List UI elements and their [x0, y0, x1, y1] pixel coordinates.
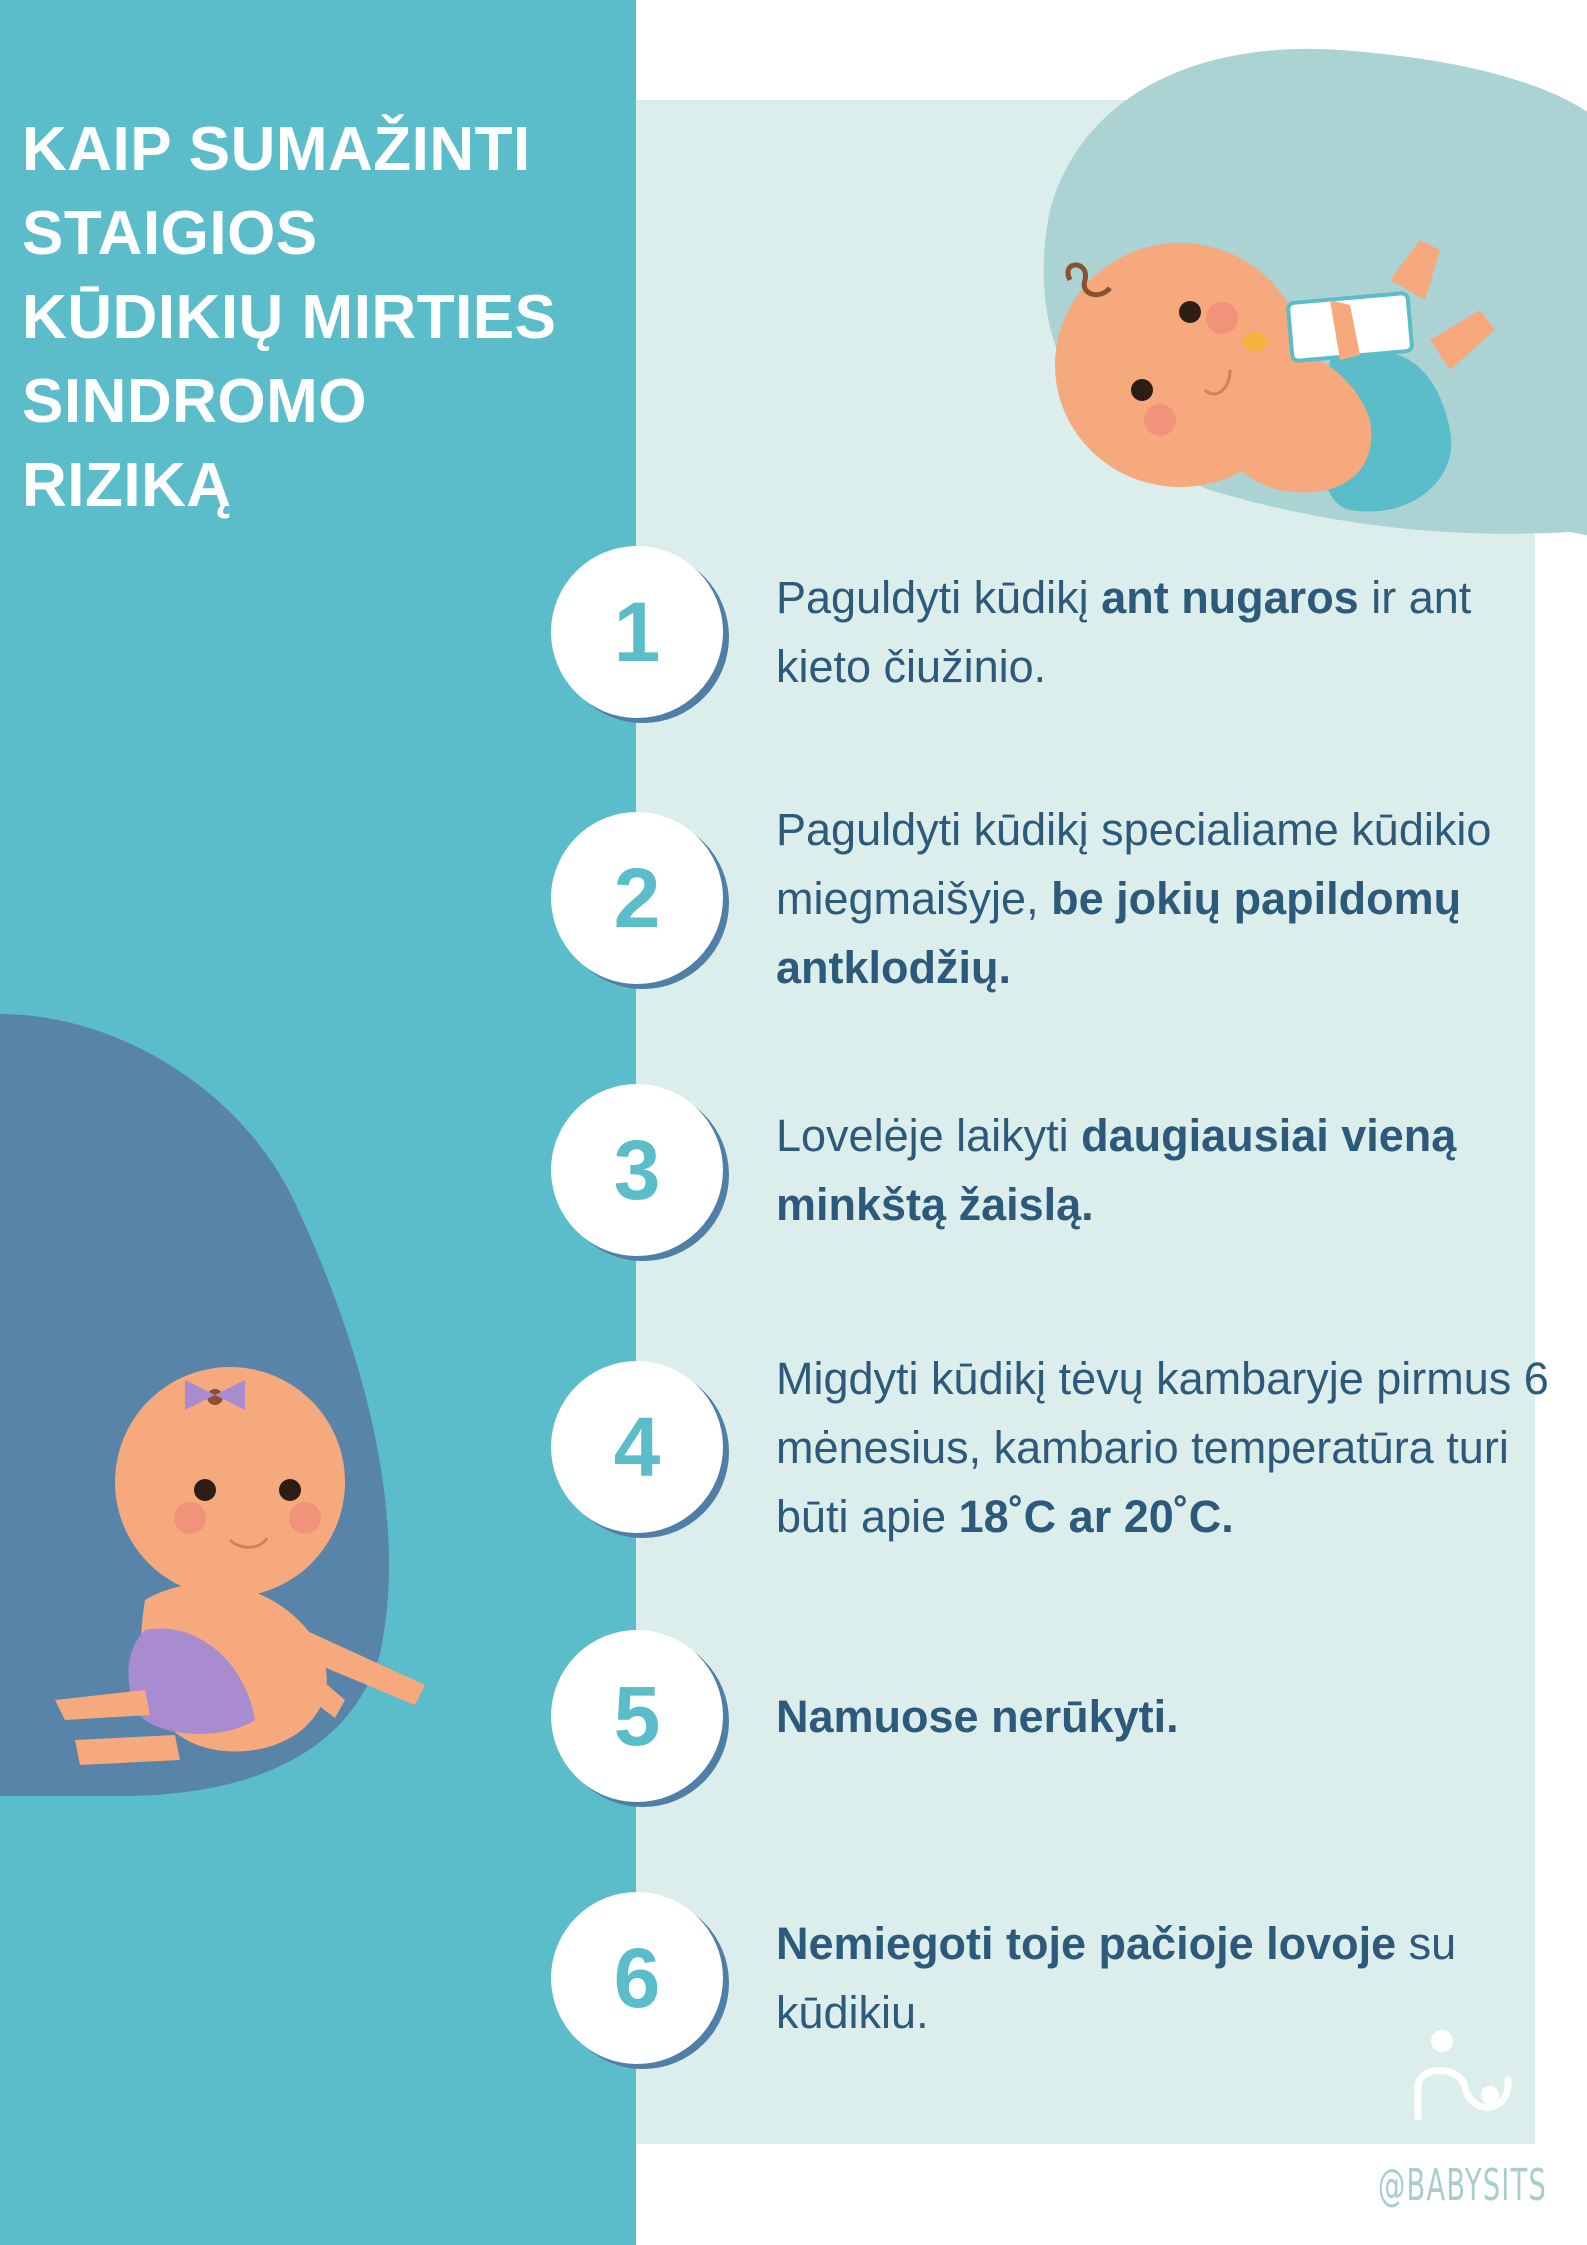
- tip-number: 3: [613, 1122, 661, 1217]
- number-badge: [551, 1361, 723, 1533]
- tip-item-3: [551, 1081, 1551, 1259]
- title-line: STAIGIOS: [22, 199, 318, 268]
- brand-handle: @BABYSITS: [1378, 2160, 1548, 2211]
- tip-item-6: [551, 1889, 1551, 2067]
- tip-text: [776, 563, 1551, 701]
- tip-text-regular: su kūdikiu.: [776, 1918, 1457, 2038]
- baby-bottle-illustration: [1030, 220, 1530, 540]
- tip-item-1: [551, 543, 1551, 721]
- tip-text-regular: Paguldyti kūdikį: [776, 572, 1102, 623]
- page-title: [22, 108, 557, 528]
- number-badge: [551, 812, 723, 984]
- tip-number: 4: [613, 1399, 661, 1494]
- tip-text-regular: ir ant kieto čiužinio.: [776, 572, 1472, 692]
- number-badge: [551, 546, 723, 718]
- tip-item-2: [551, 803, 1551, 993]
- tip-text-bold: be jokių papildomų antklodžių.: [776, 872, 1462, 993]
- number-badge: [551, 1892, 723, 2064]
- tip-number: 6: [613, 1930, 661, 2025]
- tip-text: [776, 1101, 1551, 1239]
- tip-number: 1: [613, 584, 661, 679]
- tip-text-regular: Lovelėje laikyti: [776, 1110, 1082, 1161]
- tip-text-bold: Nemiegoti toje pačioje lovoje: [776, 1918, 1397, 1969]
- babysits-logo-icon: [1410, 2025, 1520, 2125]
- tip-text-bold: daugiausiai vieną minkštą žaislą.: [776, 1110, 1457, 1230]
- tip-number: 5: [613, 1668, 661, 1763]
- title-line: RIZIKĄ: [22, 451, 232, 520]
- tip-item-5: [551, 1627, 1551, 1805]
- baby-crawling-illustration: [55, 1340, 465, 1780]
- tip-number: 2: [613, 850, 661, 945]
- tip-item-4: [551, 1352, 1551, 1542]
- number-badge: [551, 1084, 723, 1256]
- tip-text-bold: ant nugaros: [1101, 572, 1359, 623]
- title-line: SINDROMO: [22, 367, 367, 436]
- tip-text-regular: Migdyti kūdikį tėvų kambaryje pirmus 6 mėnesius, kambario temperatūra turi būti apie: [776, 1352, 1549, 1542]
- number-badge: [551, 1630, 723, 1802]
- tip-text-regular: Paguldyti kūdikį specialiame kūdikio miegmaišyje,: [776, 803, 1492, 924]
- title-line: KAIP SUMAŽINTI: [22, 115, 531, 184]
- tip-text: [776, 795, 1551, 1002]
- title-line: KŪDIKIŲ MIRTIES: [22, 283, 557, 352]
- tip-text-bold: Namuose nerūkyti.: [776, 1690, 1179, 1742]
- tip-text: [776, 1344, 1551, 1551]
- tip-text-bold: 18˚C ar 20˚C.: [958, 1490, 1234, 1542]
- tip-text: [776, 1682, 1551, 1751]
